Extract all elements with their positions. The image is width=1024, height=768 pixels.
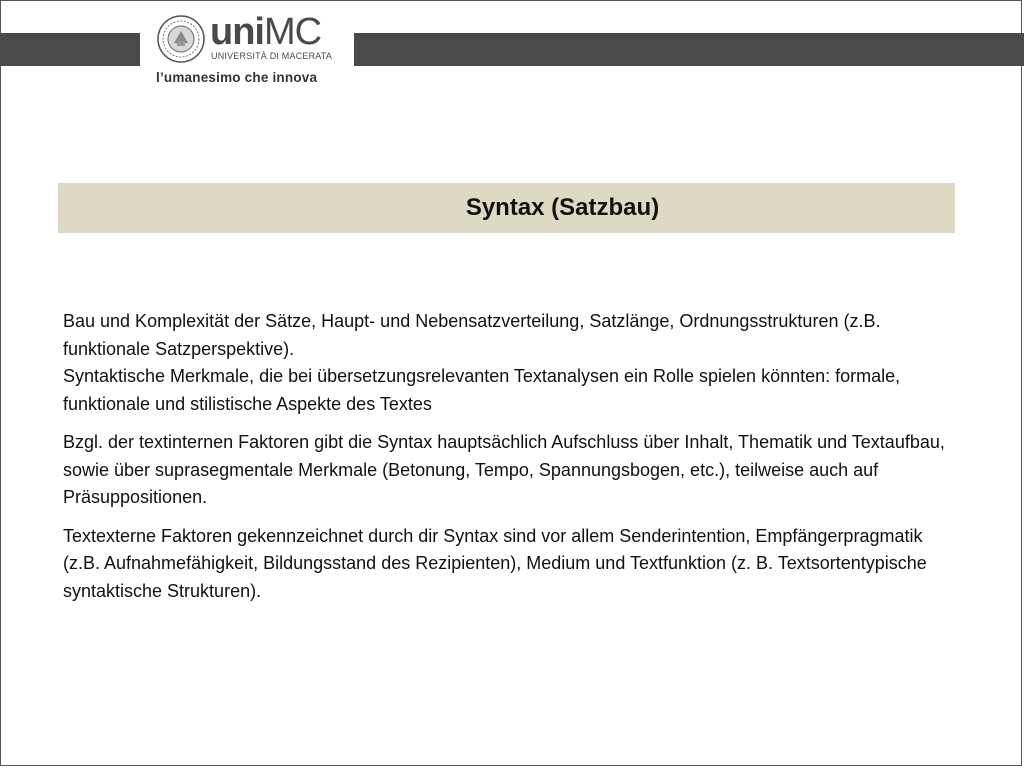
paragraph: [63, 308, 963, 363]
paragraph: [63, 363, 963, 418]
tagline: l’umanesimo che innova: [156, 70, 318, 85]
title-band: [58, 183, 955, 233]
slide-body: [63, 308, 963, 616]
paragraph-text: Bzgl. der textinternen Faktoren gibt die Syntax hauptsächlich Aufschluss über Inhalt, Thematik und Textaufbau, sowie über suprasegmentale Merkmale (Betonung, Tempo, Spannungsbogen, etc.), teilweise auch auf Präsuppositionen.: [63, 432, 945, 507]
header-bar-right: [354, 33, 1024, 66]
paragraph: [63, 429, 963, 512]
slide-title: Syntax (Satzbau): [465, 194, 660, 221]
brand-light: MC: [263, 11, 322, 53]
paragraph-text: Textexterne Faktoren gekennzeichnet durch dir Syntax sind vor allem Senderintention, Empfängerpragmatik (z.B. Aufnahmefähigkeit, Bildungsstand des Rezipienten), Medium und Textfunktion (z. B. Textsortentypische syntaktische Strukturen).: [63, 525, 927, 601]
paragraph-text: Bau und Komplexität der Sätze, Haupt- und Nebensatzverteilung, Satzlänge, Ordnungsstrukturen (z.B. funktionale Satzperspektive).: [63, 311, 881, 359]
brand-bold: uni: [210, 11, 264, 53]
paragraph-text: Syntaktische Merkmale, die bei übersetzungsrelevanten Textanalysen ein Rolle spielen könnten: formale, funktionale und stilistische Aspekte des Textes: [63, 366, 901, 414]
header-bar-left: [0, 33, 140, 66]
university-seal-icon: [157, 15, 205, 63]
university-name: UNIVERSITÀ DI MACERATA: [211, 51, 333, 61]
paragraph: [63, 523, 963, 606]
brand-wordmark: [210, 12, 321, 52]
